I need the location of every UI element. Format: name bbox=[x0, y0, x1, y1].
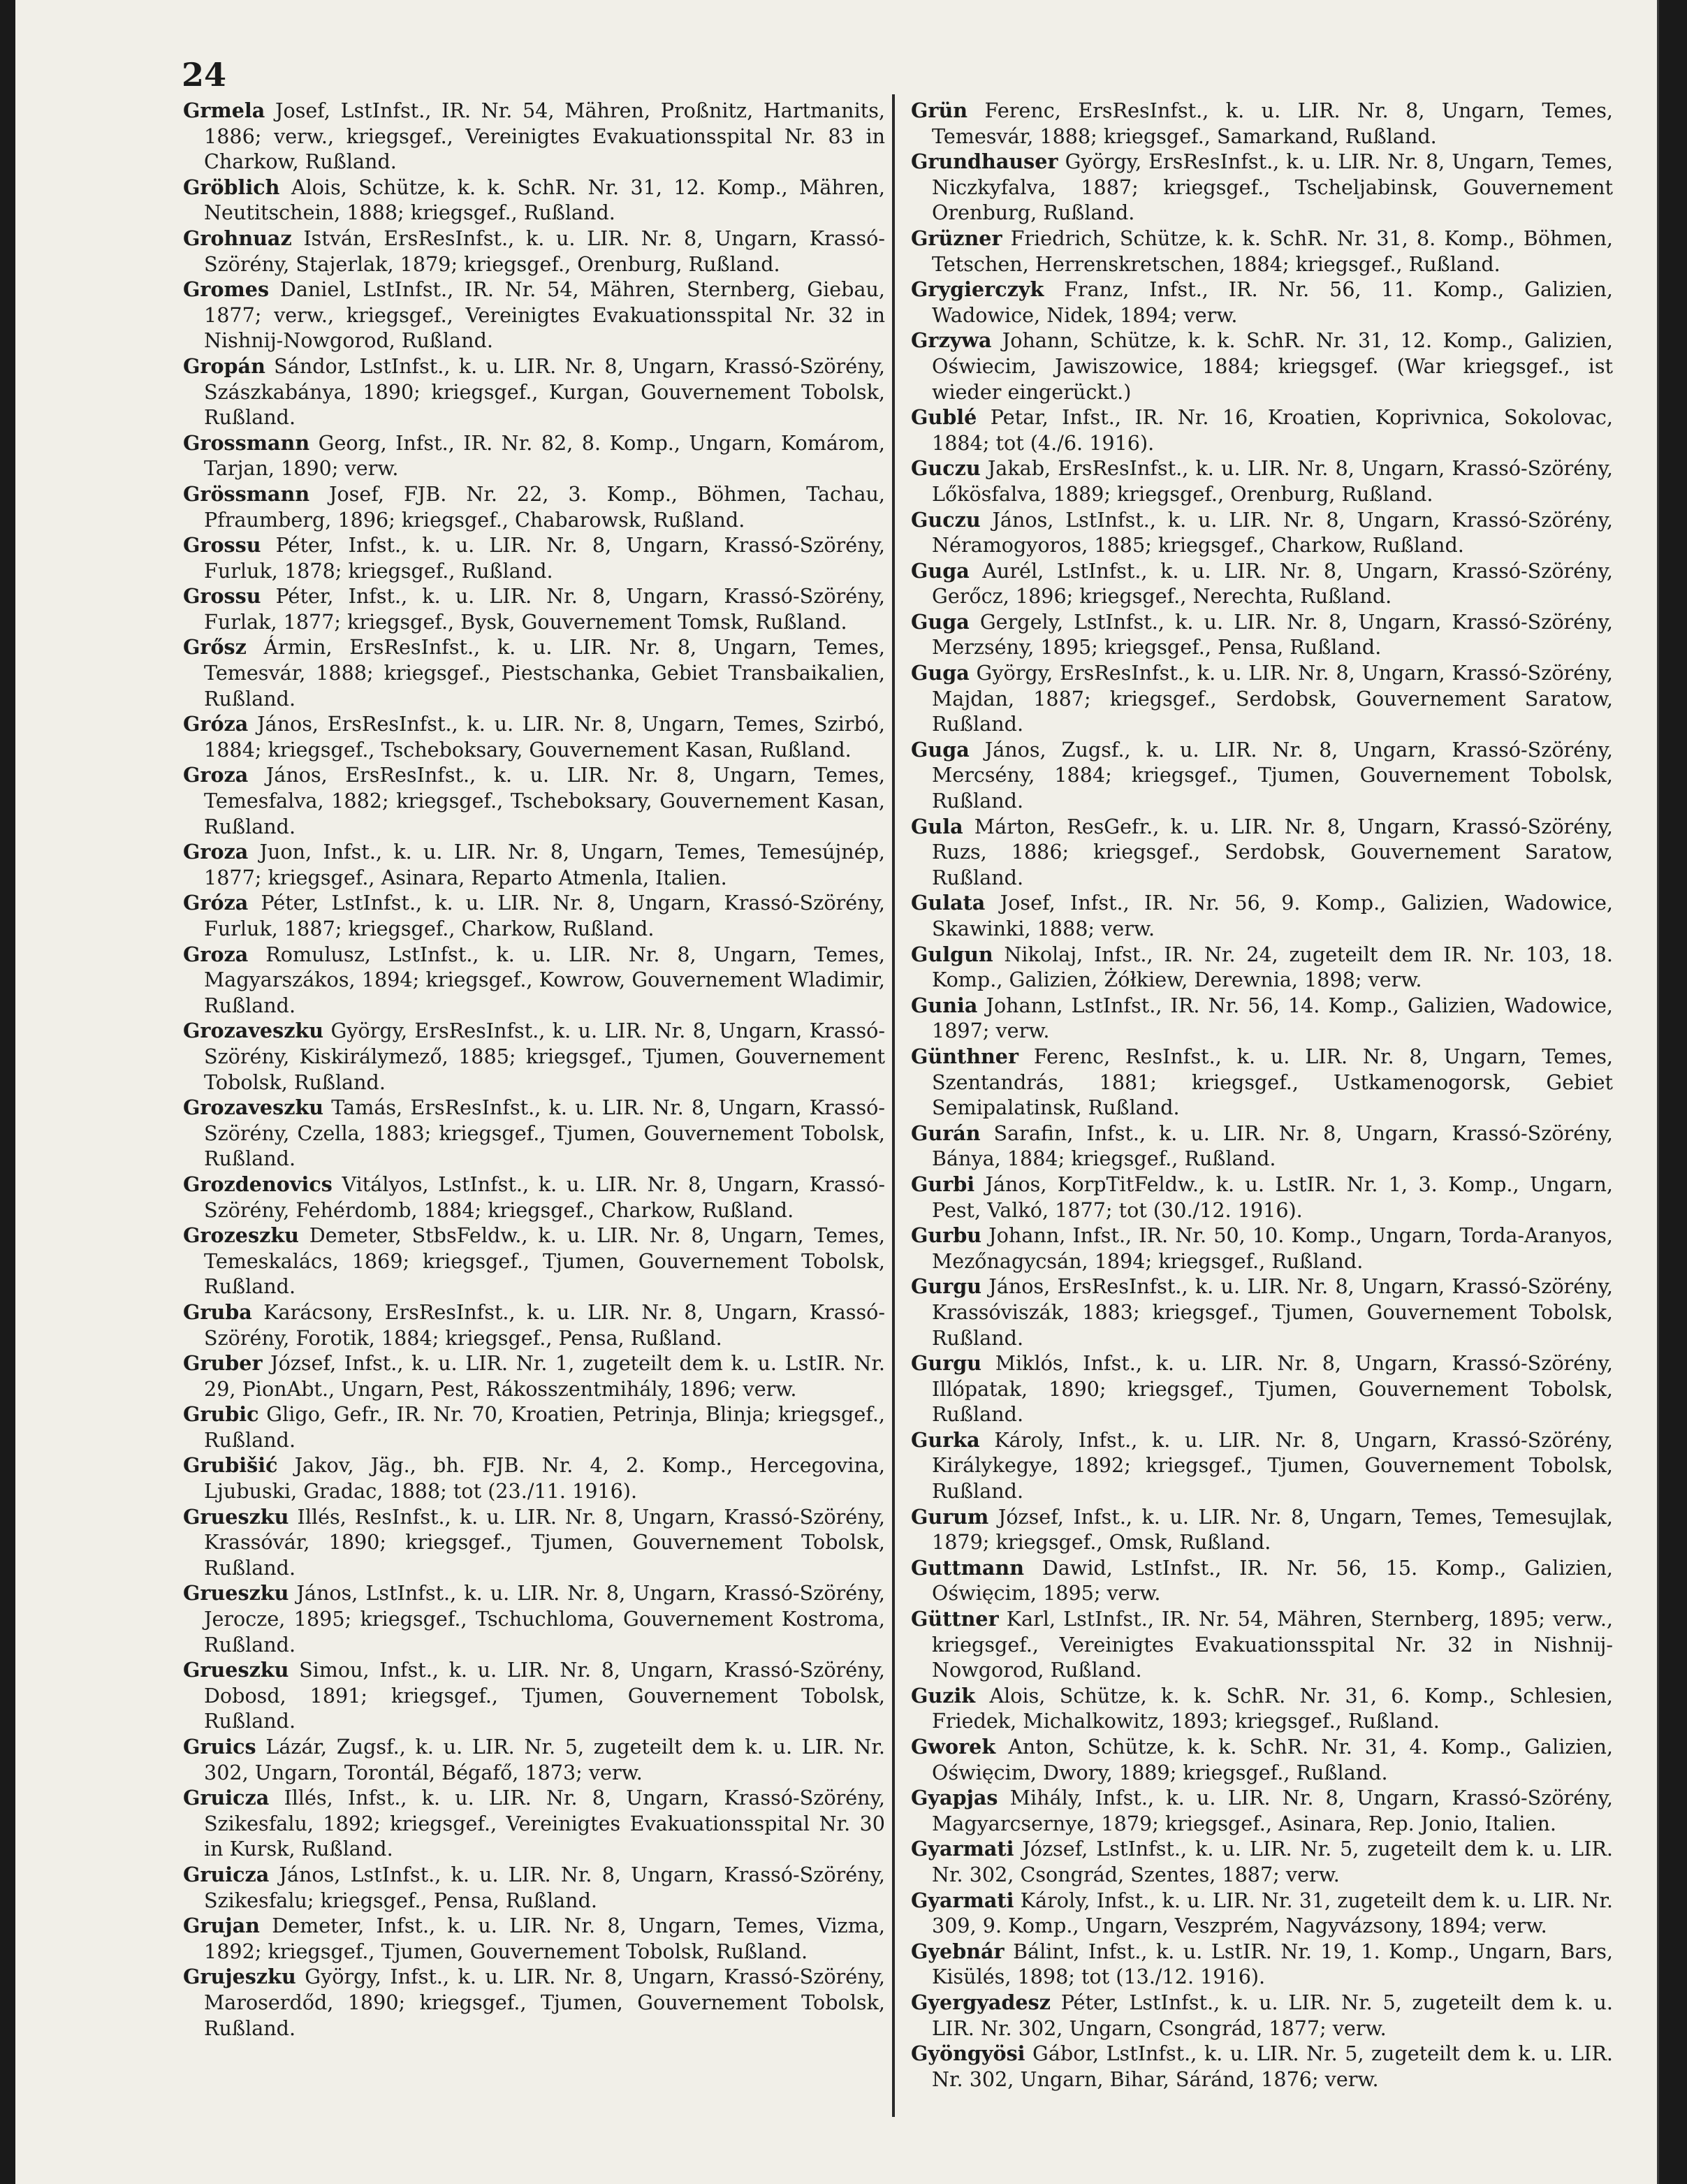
left-column bbox=[183, 98, 885, 2041]
list-entry bbox=[183, 1095, 885, 1172]
entry-surname: Guga bbox=[911, 558, 970, 583]
entry-details: Péter, Infst., k. u. LIR. Nr. 8, Ungarn, Krassó-Szörény, Furluk, 1878; kriegsgef., Rußland. bbox=[204, 533, 885, 583]
entry-details: Friedrich, Schütze, k. k. SchR. Nr. 31, 8. Komp., Böhmen, Tetschen, Herrenskretschen, 1884; kriegsgef., Rußland. bbox=[932, 226, 1613, 276]
entry-details: György, ErsResInfst., k. u. LIR. Nr. 8, Ungarn, Krassó-Szörény, Majdan, 1887; kriegsgef., Serdobsk, Gouvernement Saratow, Rußland. bbox=[932, 661, 1613, 736]
entry-surname: Günthner bbox=[911, 1044, 1019, 1068]
entry-details: József, Infst., k. u. LIR. Nr. 1, zugeteilt dem k. u. LstIR. Nr. 29, PionAbt., Ungarn, Pest, Rákosszentmihály, 1896; verw. bbox=[204, 1351, 885, 1401]
entry-surname: Grujeszku bbox=[183, 1965, 296, 1989]
entry-details: Johann, Schütze, k. k. SchR. Nr. 31, 12. Komp., Galizien, Oświecim, Jawiszowice, 1884; kriegsgef. (War kriegsgef., ist wieder eingerückt.) bbox=[932, 328, 1613, 404]
entry-details: Romulusz, LstInfst., k. u. LIR. Nr. 8, Ungarn, Temes, Magyarszákos, 1894; kriegsgef., Kowrow, Gouvernement Wladimir, Rußland. bbox=[204, 942, 885, 1017]
entry-details: János, ErsResInfst., k. u. LIR. Nr. 8, Ungarn, Temes, Szirbó, 1884; kriegsgef., Tscheboksary, Gouvernement Kasan, Rußland. bbox=[204, 712, 885, 762]
entry-surname: Gruber bbox=[183, 1351, 263, 1376]
list-entry bbox=[183, 1172, 885, 1223]
list-entry bbox=[911, 1351, 1613, 1427]
entry-surname: Groza bbox=[183, 840, 249, 864]
entry-surname: Grujan bbox=[183, 1914, 260, 1938]
list-entry bbox=[183, 532, 885, 583]
entry-surname: Grmela bbox=[183, 99, 265, 122]
list-entry bbox=[183, 481, 885, 532]
list-entry bbox=[183, 1351, 885, 1402]
entry-surname: Gróza bbox=[183, 712, 249, 736]
entry-surname: Grossu bbox=[183, 584, 261, 609]
entry-details: Péter, LstInfst., k. u. LIR. Nr. 8, Ungarn, Krassó-Szörény, Furluk, 1887; kriegsgef., Charkow, Rußland. bbox=[204, 891, 885, 940]
entry-details: Vitályos, LstInfst., k. u. LIR. Nr. 8, Ungarn, Krassó-Szörény, Fehérdomb, 1884; kriegsgef., Charkow, Rußland. bbox=[204, 1172, 885, 1222]
list-entry bbox=[911, 149, 1613, 226]
entry-surname: Grozdenovics bbox=[183, 1172, 333, 1196]
entry-details: Péter, LstInfst., k. u. LIR. Nr. 5, zugeteilt dem k. u. LIR. Nr. 302, Ungarn, Csongrád, 1877; verw. bbox=[932, 1990, 1613, 2040]
list-entry bbox=[183, 1734, 885, 1785]
list-entry bbox=[911, 1888, 1613, 1939]
entry-details: Johann, LstInfst., IR. Nr. 56, 14. Komp., Galizien, Wadowice, 1897; verw. bbox=[932, 993, 1613, 1043]
entry-details: János, LstInfst., k. u. LIR. Nr. 8, Ungarn, Krassó-Szörény, Szikesfalu; kriegsgef., Pensa, Rußland. bbox=[204, 1862, 885, 1912]
entry-surname: Grzywa bbox=[911, 328, 992, 353]
entry-details: Ferenc, ResInfst., k. u. LIR. Nr. 8, Ungarn, Temes, Szentandrás, 1881; kriegsgef., Ustkamenogorsk, Gebiet Semipalatinsk, Rußland. bbox=[932, 1044, 1613, 1120]
entry-surname: Gyapjas bbox=[911, 1786, 998, 1810]
entry-details: Daniel, LstInfst., IR. Nr. 54, Mähren, Sternberg, Giebau, 1877; verw., kriegsgef., Vereinigtes Evakuationsspital Nr. 32 in Nishnij-Nowgorod, Rußland. bbox=[204, 277, 885, 353]
list-entry bbox=[183, 890, 885, 941]
entry-details: György, Infst., k. u. LIR. Nr. 8, Ungarn, Krassó-Szörény, Maroserdőd, 1890; kriegsgef., Tjumen, Gouvernement Tobolsk, Rußland. bbox=[204, 1965, 885, 2040]
entry-surname: Gruicza bbox=[183, 1786, 270, 1810]
entry-surname: Grygierczyk bbox=[911, 277, 1044, 302]
entry-details: Aurél, LstInfst., k. u. LIR. Nr. 8, Ungarn, Krassó-Szörény, Gerőcz, 1896; kriegsgef., Nerechta, Rußland. bbox=[932, 558, 1613, 609]
list-entry bbox=[911, 1836, 1613, 1887]
entry-details: János, KorpTitFeldw., k. u. LstIR. Nr. 1, 3. Komp., Ungarn, Pest, Valkó, 1877; tot (30./12. 1916). bbox=[932, 1172, 1613, 1222]
right-column bbox=[911, 98, 1613, 2092]
entry-surname: Gruics bbox=[183, 1735, 256, 1759]
entry-details: György, ErsResInfst., k. u. LIR. Nr. 8, Ungarn, Temes, Niczkyfalva, 1887; kriegsgef., Tscheljabinsk, Gouvernement Orenburg, Rußland. bbox=[932, 150, 1613, 225]
list-entry bbox=[183, 1504, 885, 1581]
entry-details: Georg, Infst., IR. Nr. 82, 8. Komp., Ungarn, Komárom, Tarjan, 1890; verw. bbox=[204, 430, 885, 481]
entry-surname: Grohnuaz bbox=[183, 226, 292, 250]
list-entry bbox=[911, 1939, 1613, 1990]
entry-surname: Guga bbox=[911, 661, 970, 685]
entry-surname: Gurgu bbox=[911, 1274, 982, 1299]
entry-surname: Gyöngyösi bbox=[911, 2041, 1025, 2066]
entry-surname: Grozaveszku bbox=[183, 1095, 324, 1120]
list-entry bbox=[911, 660, 1613, 737]
list-entry bbox=[911, 1555, 1613, 1606]
entry-details: Lázár, Zugsf., k. u. LIR. Nr. 5, zugeteilt dem k. u. LIR. Nr. 302, Ungarn, Torontál, Bégafő, 1873; verw. bbox=[204, 1735, 885, 1784]
entry-details: Karl, LstInfst., IR. Nr. 54, Mähren, Sternberg, 1895; verw., kriegsgef., Vereinigtes Evakuationsspital Nr. 32 in Nishnij-Nowgorod, Rußland. bbox=[932, 1607, 1613, 1682]
list-entry bbox=[911, 1121, 1613, 1172]
entry-surname: Guczu bbox=[911, 456, 981, 481]
list-entry bbox=[183, 430, 885, 481]
entry-surname: Grossu bbox=[183, 533, 261, 558]
entry-surname: Grueszku bbox=[183, 1581, 289, 1606]
entry-details: Sarafin, Infst., k. u. LIR. Nr. 8, Ungarn, Krassó-Szörény, Bánya, 1884; kriegsgef., Rußland. bbox=[932, 1121, 1613, 1171]
entry-surname: Gropán bbox=[183, 354, 265, 378]
list-entry bbox=[183, 1785, 885, 1862]
list-entry bbox=[183, 1018, 885, 1095]
entry-surname: Gromes bbox=[183, 277, 270, 302]
entry-surname: Grün bbox=[911, 99, 968, 122]
entry-details: Johann, Infst., IR. Nr. 50, 10. Komp., Ungarn, Torda-Aranyos, Mezőnagycsán, 1894; kriegsgef., Rußland. bbox=[932, 1223, 1613, 1273]
entry-details: Demeter, Infst., k. u. LIR. Nr. 8, Ungarn, Temes, Vizma, 1892; kriegsgef., Tjumen, Gouvernement Tobolsk, Rußland. bbox=[204, 1914, 885, 1963]
entry-details: Josef, FJB. Nr. 22, 3. Komp., Böhmen, Tachau, Pfraumberg, 1896; kriegsgef., Chabarowsk, Rußland. bbox=[204, 481, 885, 532]
entry-details: Gligo, Gefr., IR. Nr. 70, Kroatien, Petrinja, Blinja; kriegsgef., Rußland. bbox=[204, 1402, 885, 1452]
entry-surname: Grössmann bbox=[183, 481, 310, 506]
list-entry bbox=[911, 942, 1613, 993]
entry-details: Ferenc, ErsResInfst., k. u. LIR. Nr. 8, Ungarn, Temes, Temesvár, 1888; kriegsgef., Samarkand, Rußland. bbox=[932, 99, 1613, 148]
entry-surname: Gruba bbox=[183, 1300, 252, 1324]
entry-surname: Grősz bbox=[183, 635, 247, 660]
entry-surname: Gulata bbox=[911, 891, 986, 915]
list-entry bbox=[911, 1274, 1613, 1351]
list-entry bbox=[911, 1172, 1613, 1223]
list-entry bbox=[183, 1223, 885, 1300]
list-entry bbox=[911, 890, 1613, 941]
entry-surname: Gula bbox=[911, 814, 963, 838]
entry-details: János, ErsResInfst., k. u. LIR. Nr. 8, Ungarn, Temes, Temesfalva, 1882; kriegsgef., Tscheboksary, Gouvernement Kasan, Rußland. bbox=[204, 763, 885, 838]
entry-surname: Grubišić bbox=[183, 1453, 278, 1478]
entry-surname: Grundhauser bbox=[911, 150, 1058, 174]
list-entry bbox=[183, 1300, 885, 1351]
list-entry bbox=[183, 277, 885, 354]
entry-surname: Guttmann bbox=[911, 1555, 1024, 1580]
entry-details: Illés, Infst., k. u. LIR. Nr. 8, Ungarn, Krassó-Szörény, Szikesfalu, 1892; kriegsgef., Vereinigtes Evakuationsspital Nr. 30 in Kursk, Rußland. bbox=[204, 1786, 885, 1861]
entry-details: Bálint, Infst., k. u. LstIR. Nr. 19, 1. Komp., Ungarn, Bars, Kisülés, 1898; tot (13./12. 1916). bbox=[932, 1939, 1613, 1989]
list-entry bbox=[911, 609, 1613, 660]
entry-surname: Grüzner bbox=[911, 226, 1002, 250]
entry-surname: Gurum bbox=[911, 1504, 989, 1529]
list-entry bbox=[911, 1223, 1613, 1274]
list-entry bbox=[911, 2041, 1613, 2092]
list-entry bbox=[911, 1504, 1613, 1555]
entry-surname: Gyarmati bbox=[911, 1837, 1014, 1861]
entry-details: József, LstInfst., k. u. LIR. Nr. 5, zugeteilt dem k. u. LIR. Nr. 302, Csongrád, Szentes, 1887; verw. bbox=[932, 1837, 1613, 1886]
list-entry bbox=[183, 634, 885, 711]
entry-details: Josef, Infst., IR. Nr. 56, 9. Komp., Galizien, Wadowice, Skawinki, 1888; verw. bbox=[932, 891, 1613, 940]
list-entry bbox=[183, 1580, 885, 1657]
entry-surname: Guga bbox=[911, 609, 970, 634]
entry-surname: Guzik bbox=[911, 1683, 976, 1708]
entry-surname: Gunia bbox=[911, 993, 978, 1017]
entry-surname: Gyarmati bbox=[911, 1888, 1014, 1912]
list-entry bbox=[911, 1734, 1613, 1785]
entry-details: József, Infst., k. u. LIR. Nr. 8, Ungarn, Temes, Temesujlak, 1879; kriegsgef., Omsk, Rußland. bbox=[932, 1504, 1613, 1555]
entry-details: Ármin, ErsResInfst., k. u. LIR. Nr. 8, Ungarn, Temes, Temesvár, 1888; kriegsgef., Piestschanka, Gebiet Transbaikalien, Rußland. bbox=[204, 635, 885, 711]
entry-surname: Guga bbox=[911, 737, 970, 762]
entry-details: Gábor, LstInfst., k. u. LIR. Nr. 5, zugeteilt dem k. u. LIR. Nr. 302, Ungarn, Bihar, Sáránd, 1876; verw. bbox=[932, 2041, 1613, 2091]
entry-details: Petar, Infst., IR. Nr. 16, Kroatien, Koprivnica, Sokolovac, 1884; tot (4./6. 1916). bbox=[932, 405, 1613, 455]
entry-details: Karácsony, ErsResInfst., k. u. LIR. Nr. 8, Ungarn, Krassó-Szörény, Forotik, 1884; kriegsgef., Pensa, Rußland. bbox=[204, 1300, 885, 1350]
entry-surname: Gurgu bbox=[911, 1351, 982, 1376]
entry-details: István, ErsResInfst., k. u. LIR. Nr. 8, Ungarn, Krassó-Szörény, Stajerlak, 1879; kriegsgef., Orenburg, Rußland. bbox=[204, 226, 885, 276]
entry-surname: Grueszku bbox=[183, 1504, 289, 1529]
list-entry bbox=[183, 762, 885, 839]
list-entry bbox=[911, 1683, 1613, 1734]
entry-details: Péter, Infst., k. u. LIR. Nr. 8, Ungarn, Krassó-Szörény, Furlak, 1877; kriegsgef., Bysk, Gouvernement Tomsk, Rußland. bbox=[204, 584, 885, 634]
entry-details: János, ErsResInfst., k. u. LIR. Nr. 8, Ungarn, Krassó-Szörény, Krassóviszák, 1883; kriegsgef., Tjumen, Gouvernement Tobolsk, Rußland. bbox=[932, 1274, 1613, 1350]
list-entry bbox=[911, 558, 1613, 609]
list-entry bbox=[911, 737, 1613, 814]
entry-surname: Groza bbox=[183, 942, 249, 966]
list-entry bbox=[911, 226, 1613, 277]
list-entry bbox=[183, 354, 885, 430]
entry-details: Illés, ResInfst., k. u. LIR. Nr. 8, Ungarn, Krassó-Szörény, Krassóvár, 1890; kriegsgef., Tjumen, Gouvernement Tobolsk, Rußland. bbox=[204, 1504, 885, 1580]
entry-surname: Grueszku bbox=[183, 1658, 289, 1682]
list-entry bbox=[183, 1964, 885, 2041]
entry-surname: Gyergyadesz bbox=[911, 1990, 1051, 2014]
list-entry bbox=[183, 175, 885, 226]
entry-surname: Gurbu bbox=[911, 1223, 982, 1248]
entry-surname: Gulgun bbox=[911, 942, 993, 966]
list-entry bbox=[911, 507, 1613, 558]
list-entry bbox=[911, 328, 1613, 405]
entry-details: János, LstInfst., k. u. LIR. Nr. 8, Ungarn, Krassó-Szörény, Jerocze, 1895; kriegsgef., Tschuchloma, Gouvernement Kostroma, Rußland. bbox=[204, 1581, 885, 1657]
list-entry bbox=[183, 711, 885, 762]
list-entry bbox=[183, 942, 885, 1019]
list-entry bbox=[183, 839, 885, 890]
entry-details: János, LstInfst., k. u. LIR. Nr. 8, Ungarn, Krassó-Szörény, Néramogyoros, 1885; kriegsgef., Charkow, Rußland. bbox=[932, 507, 1613, 558]
entry-surname: Gworek bbox=[911, 1735, 996, 1759]
column-divider bbox=[892, 94, 895, 2117]
list-entry bbox=[183, 583, 885, 634]
list-entry bbox=[911, 1990, 1613, 2041]
entry-details: Demeter, StbsFeldw., k. u. LIR. Nr. 8, Ungarn, Temes, Temeskalács, 1869; kriegsgef., Tjumen, Gouvernement Tobolsk, Rußland. bbox=[204, 1223, 885, 1299]
document-page bbox=[15, 0, 1657, 2184]
list-entry bbox=[911, 277, 1613, 328]
list-entry bbox=[911, 405, 1613, 456]
entry-details: Jakab, ErsResInfst., k. u. LIR. Nr. 8, Ungarn, Krassó-Szörény, Lőkösfalva, 1889; kriegsgef., Orenburg, Rußland. bbox=[932, 456, 1613, 506]
entry-details: Márton, ResGefr., k. u. LIR. Nr. 8, Ungarn, Krassó-Szörény, Ruzs, 1886; kriegsgef., Serdobsk, Gouvernement Saratow, Rußland. bbox=[932, 814, 1613, 889]
list-entry bbox=[911, 456, 1613, 507]
entry-surname: Gurbi bbox=[911, 1172, 975, 1196]
list-entry bbox=[911, 1606, 1613, 1683]
entry-details: Mihály, Infst., k. u. LIR. Nr. 8, Ungarn, Krassó-Szörény, Magyarcsernye, 1879; kriegsgef., Asinara, Rep. Jonio, Italien. bbox=[932, 1786, 1613, 1835]
entry-details: Jakov, Jäg., bh. FJB. Nr. 4, 2. Komp., Hercegovina, Ljubuski, Gradac, 1888; tot (23./11. 1916). bbox=[204, 1453, 885, 1504]
page-edge bbox=[1657, 0, 1659, 2184]
entry-surname: Gurán bbox=[911, 1121, 981, 1145]
entry-surname: Gublé bbox=[911, 405, 977, 430]
entry-details: Juon, Infst., k. u. LIR. Nr. 8, Ungarn, Temes, Temesújnép, 1877; kriegsgef., Asinara, Reparto Atmenla, Italien. bbox=[204, 840, 885, 889]
entry-surname: Gróza bbox=[183, 891, 249, 915]
entry-surname: Grozeszku bbox=[183, 1223, 299, 1248]
entry-details: János, Zugsf., k. u. LIR. Nr. 8, Ungarn, Krassó-Szörény, Mercsény, 1884; kriegsgef., Tjumen, Gouvernement Tobolsk, Rußland. bbox=[932, 737, 1613, 813]
entry-details: György, ErsResInfst., k. u. LIR. Nr. 8, Ungarn, Krassó-Szörény, Kiskirálymező, 1885; kriegsgef., Tjumen, Gouvernement Tobolsk, Rußland. bbox=[204, 1019, 885, 1094]
entry-details: Dawid, LstInfst., IR. Nr. 56, 15. Komp., Galizien, Oświęcim, 1895; verw. bbox=[932, 1555, 1613, 1606]
entry-surname: Gurka bbox=[911, 1427, 980, 1452]
entry-surname: Grubic bbox=[183, 1402, 259, 1427]
entry-details: Simou, Infst., k. u. LIR. Nr. 8, Ungarn, Krassó-Szörény, Dobosd, 1891; kriegsgef., Tjumen, Gouvernement Tobolsk, Rußland. bbox=[204, 1658, 885, 1733]
list-entry bbox=[911, 993, 1613, 1044]
entry-details: Gergely, LstInfst., k. u. LIR. Nr. 8, Ungarn, Krassó-Szörény, Merzsény, 1895; kriegsgef., Pensa, Rußland. bbox=[932, 609, 1613, 660]
list-entry bbox=[183, 1862, 885, 1913]
entry-surname: Grozaveszku bbox=[183, 1019, 324, 1043]
list-entry bbox=[183, 1402, 885, 1453]
entry-surname: Gyebnár bbox=[911, 1939, 1005, 1963]
entry-details: Sándor, LstInfst., k. u. LIR. Nr. 8, Ungarn, Krassó-Szörény, Szászkabánya, 1890; kriegsgef., Kurgan, Gouvernement Tobolsk, Rußland. bbox=[204, 354, 885, 430]
entry-details: Franz, Infst., IR. Nr. 56, 11. Komp., Galizien, Wadowice, Nidek, 1894; verw. bbox=[932, 277, 1613, 327]
entry-details: Károly, Infst., k. u. LIR. Nr. 8, Ungarn, Krassó-Szörény, Királykegye, 1892; kriegsgef., Tjumen, Gouvernement Tobolsk, Rußland. bbox=[932, 1427, 1613, 1504]
entry-surname: Gröblich bbox=[183, 175, 280, 199]
list-entry bbox=[183, 1913, 885, 1964]
list-entry bbox=[911, 1044, 1613, 1121]
entry-surname: Guczu bbox=[911, 507, 981, 532]
list-entry bbox=[911, 98, 1613, 149]
entry-details: Alois, Schütze, k. k. SchR. Nr. 31, 6. Komp., Schlesien, Friedek, Michalkowitz, 1893; kriegsgef., Rußland. bbox=[932, 1683, 1613, 1733]
entry-surname: Gruicza bbox=[183, 1862, 270, 1886]
entry-details: Miklós, Infst., k. u. LIR. Nr. 8, Ungarn, Krassó-Szörény, Illópatak, 1890; kriegsgef., Tjumen, Gouvernement Tobolsk, Rußland. bbox=[932, 1351, 1613, 1427]
entry-surname: Grossmann bbox=[183, 430, 310, 455]
entry-surname: Güttner bbox=[911, 1607, 999, 1631]
page-number: 24 bbox=[182, 56, 227, 94]
entry-details: Károly, Infst., k. u. LIR. Nr. 31, zugeteilt dem k. u. LIR. Nr. 309, 9. Komp., Ungarn, Veszprém, Nagyvázsony, 1894; verw. bbox=[932, 1888, 1613, 1938]
list-entry bbox=[183, 1453, 885, 1504]
list-entry bbox=[911, 1785, 1613, 1836]
entry-details: Alois, Schütze, k. k. SchR. Nr. 31, 12. Komp., Mähren, Neutitschein, 1888; kriegsgef., Rußland. bbox=[204, 175, 885, 225]
entry-surname: Groza bbox=[183, 763, 249, 787]
entry-details: Anton, Schütze, k. k. SchR. Nr. 31, 4. Komp., Galizien, Oświęcim, Dwory, 1889; kriegsgef., Rußland. bbox=[932, 1735, 1613, 1784]
entry-details: Tamás, ErsResInfst., k. u. LIR. Nr. 8, Ungarn, Krassó-Szörény, Czella, 1883; kriegsgef., Tjumen, Gouvernement Tobolsk, Rußland. bbox=[204, 1095, 885, 1171]
list-entry bbox=[183, 226, 885, 277]
list-entry bbox=[183, 98, 885, 175]
list-entry bbox=[183, 1657, 885, 1734]
list-entry bbox=[911, 814, 1613, 891]
list-entry bbox=[911, 1427, 1613, 1504]
entry-details: Nikolaj, Infst., IR. Nr. 24, zugeteilt dem IR. Nr. 103, 18. Komp., Galizien, Żółkiew, Derewnia, 1898; verw. bbox=[932, 942, 1613, 992]
entry-details: Josef, LstInfst., IR. Nr. 54, Mähren, Proßnitz, Hartmanits, 1886; verw., kriegsgef., Vereinigtes Evakuationsspital Nr. 83 in Charkow, Rußland. bbox=[204, 99, 885, 174]
